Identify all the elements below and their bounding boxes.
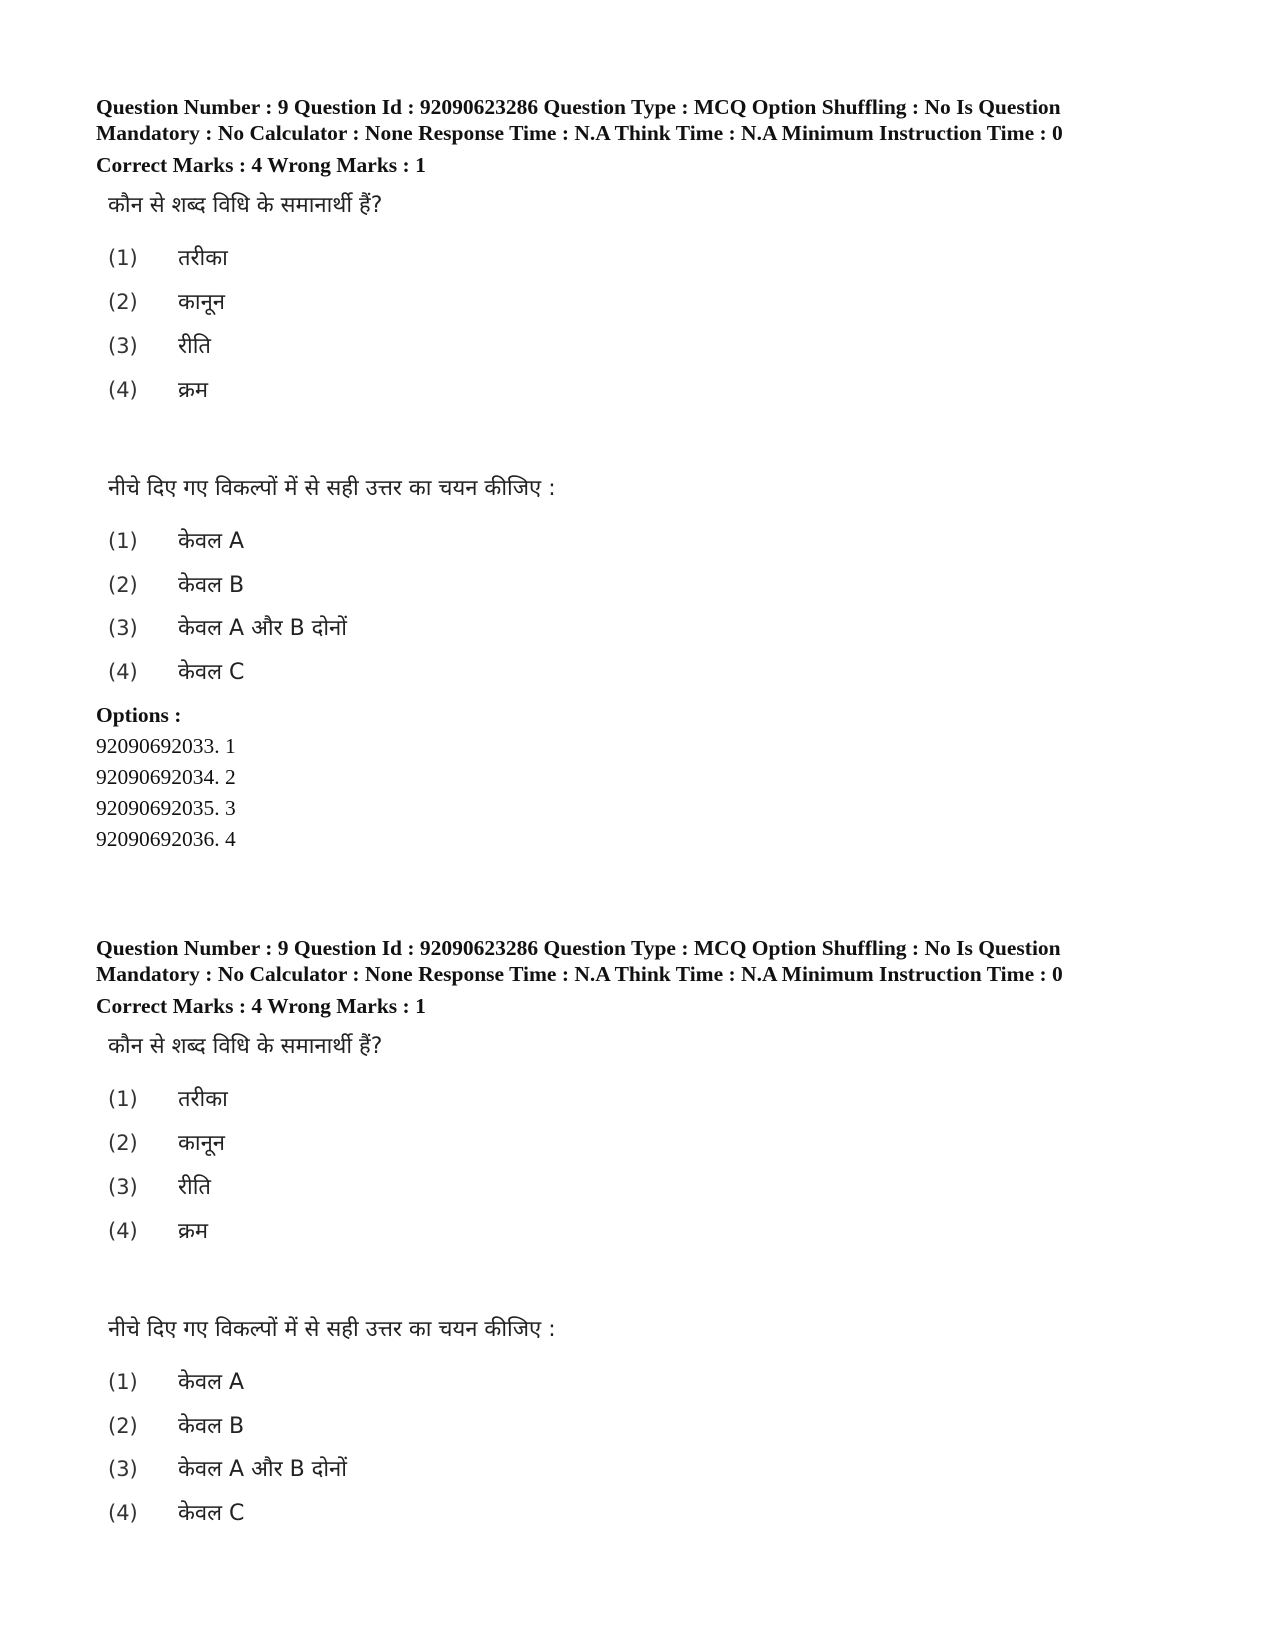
choice-text: केवल A और B दोनों [178,1457,347,1482]
option-id-2: 92090692034. 2 [96,765,236,789]
question-meta-line-1: Question Number : 9 Question Id : 92090623286 Question Type : MCQ Option Shuffling : No Is Question [96,95,1061,119]
statement-item [108,1083,228,1113]
choice-text: केवल A [178,1370,245,1395]
choice-item [108,569,244,599]
question-meta-line-2: Mandatory : No Calculator : None Response Time : N.A Think Time : N.A Minimum Instruction Time : 0 [96,121,1063,145]
choice-number: (2) [108,1414,138,1438]
choice-text: केवल C [178,1501,245,1526]
question-text: कौन से शब्द विधि के समानार्थी हैं? [108,1034,383,1059]
statement-text: तरीका [178,246,228,271]
choice-number: (4) [108,660,138,684]
statement-text: क्रम [178,378,209,403]
option-id-4: 92090692036. 4 [96,827,236,851]
statement-item [108,1171,211,1201]
question-meta-line-2: Mandatory : No Calculator : None Response Time : N.A Think Time : N.A Minimum Instruction Time : 0 [96,962,1063,986]
statement-item [108,242,228,272]
choice-item [108,1497,244,1527]
choice-text: केवल B [178,573,245,598]
statement-item [108,374,208,404]
choice-number: (3) [108,1457,138,1481]
statement-number: (2) [108,1131,138,1155]
statement-number: (3) [108,1175,138,1199]
statement-number: (4) [108,378,138,402]
choice-number: (4) [108,1501,138,1525]
choice-text: केवल C [178,660,245,685]
statement-text: कानून [178,290,226,315]
choice-item [108,1366,244,1396]
choice-number: (1) [108,1370,138,1394]
choice-text: केवल A और B दोनों [178,616,347,641]
statement-number: (1) [108,1087,138,1111]
statement-item [108,286,225,316]
statement-item [108,1215,208,1245]
choice-text: केवल B [178,1414,245,1439]
choice-item [108,1453,347,1483]
statement-item [108,1127,225,1157]
choice-item [108,612,347,642]
choice-text: केवल A [178,529,245,554]
statement-text: रीति [178,334,211,359]
statement-number: (2) [108,290,138,314]
instruction-text: नीचे दिए गए विकल्पों में से सही उत्तर का चयन कीजिए : [108,476,556,501]
options-title: Options : [96,703,182,727]
option-id-1: 92090692033. 1 [96,734,236,758]
choice-number: (1) [108,529,138,553]
choice-number: (3) [108,616,138,640]
statement-text: कानून [178,1131,226,1156]
question-block-2 [96,935,1196,1526]
statement-text: तरीका [178,1087,228,1112]
question-text: कौन से शब्द विधि के समानार्थी हैं? [108,193,383,218]
marks-line: Correct Marks : 4 Wrong Marks : 1 [96,994,426,1018]
statement-text: क्रम [178,1219,209,1244]
statement-text: रीति [178,1175,211,1200]
question-block-1 [96,94,1196,851]
statement-number: (4) [108,1219,138,1243]
statement-number: (3) [108,334,138,358]
question-meta-line-1: Question Number : 9 Question Id : 92090623286 Question Type : MCQ Option Shuffling : No Is Question [96,936,1061,960]
marks-line: Correct Marks : 4 Wrong Marks : 1 [96,153,426,177]
option-id-3: 92090692035. 3 [96,796,236,820]
statement-number: (1) [108,246,138,270]
statement-item [108,330,211,360]
instruction-text: नीचे दिए गए विकल्पों में से सही उत्तर का चयन कीजिए : [108,1317,556,1342]
choice-number: (2) [108,573,138,597]
choice-item [108,1410,244,1440]
choice-item [108,525,244,555]
choice-item [108,656,244,686]
